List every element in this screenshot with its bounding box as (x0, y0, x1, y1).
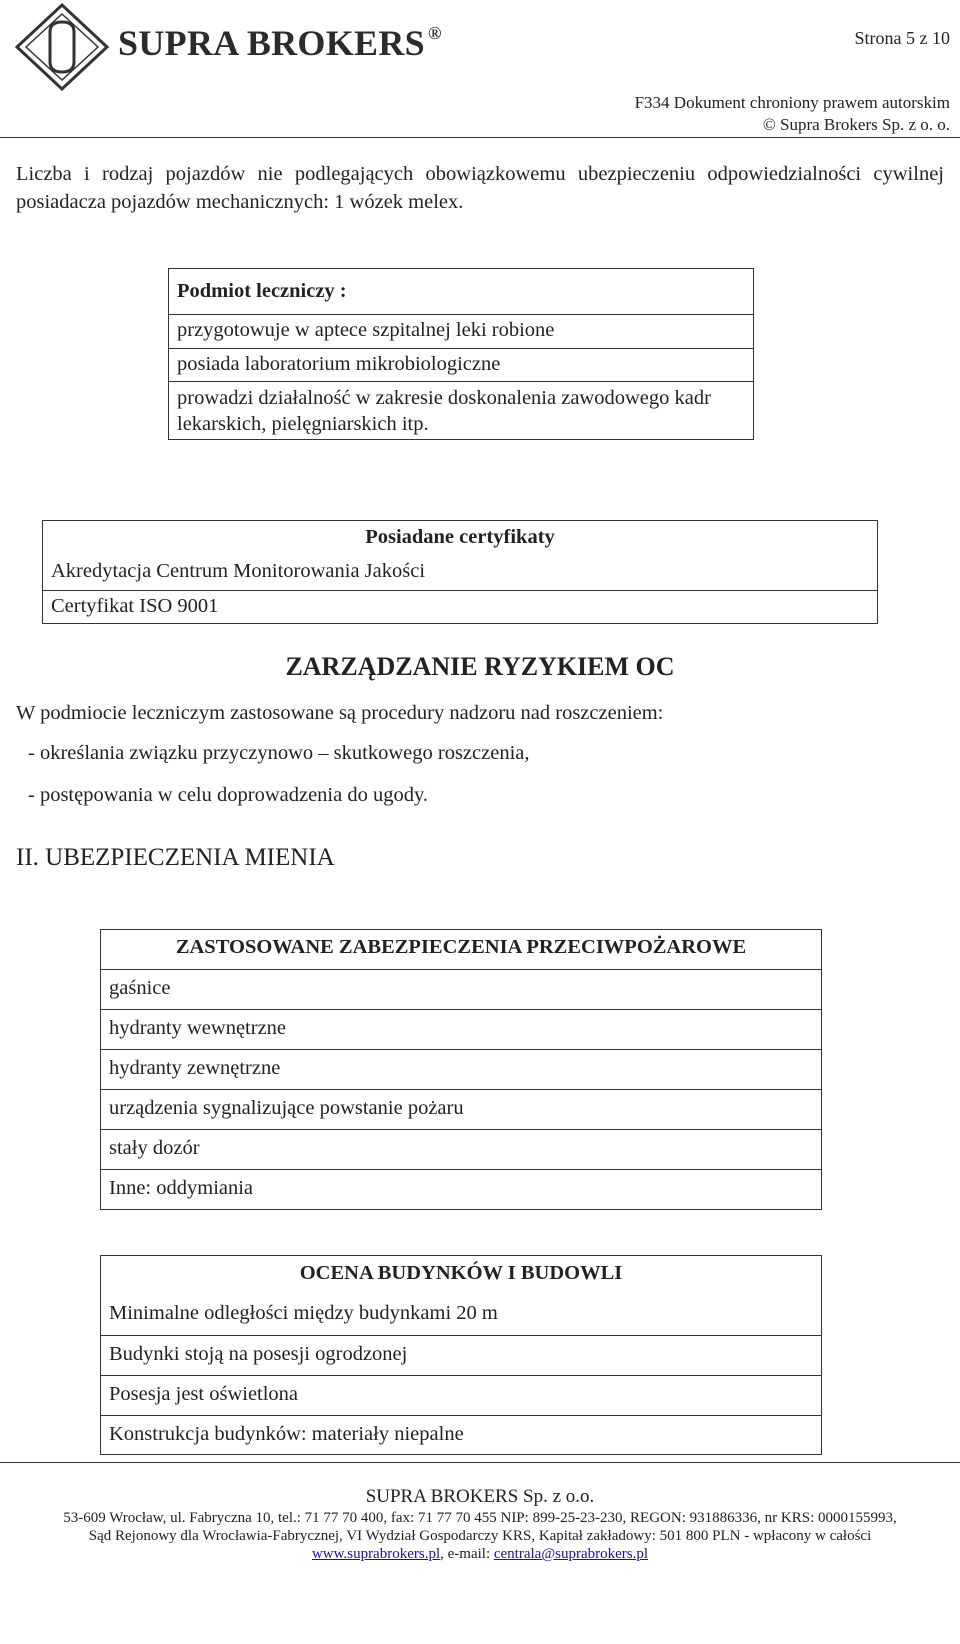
table-cell: prowadzi działalność w zakresie doskonalenia zawodowego kadr lekarskich, pielęgniarskich itp. (177, 387, 711, 435)
table-cell: posiada laboratorium mikrobiologiczne (177, 353, 501, 375)
footer-address: 53-609 Wrocław, ul. Fabryczna 10, tel.: 71 77 70 400, fax: 71 77 70 455 NIP: 899-25-23-230, REGON: 931886336, nr KRS: 0000155993, (63, 1510, 897, 1526)
section-title: II. UBEZPIECZENIA MIENIA (16, 844, 335, 871)
supra-brokers-logo (14, 2, 110, 92)
table-cell: gaśnice (109, 977, 171, 999)
table-cell: Konstrukcja budynków: materiały niepalne (109, 1423, 464, 1445)
fire-protection-title: ZASTOSOWANE ZABEZPIECZENIA PRZECIWPOŻAROWE (175, 936, 747, 958)
table-row (43, 557, 877, 591)
risk-management-heading: ZARZĄDZANIE RYZYKIEM OC (285, 652, 675, 681)
page-number: Strona 5 z 10 (854, 28, 950, 48)
table-cell: Certyfikat ISO 9001 (51, 595, 219, 617)
doc-code-line: F334 Dokument chroniony prawem autorskim (634, 93, 950, 112)
table-row (101, 1375, 821, 1416)
footer-company: SUPRA BROKERS Sp. z o.o. (365, 1486, 595, 1507)
table-cell: Minimalne odległości między budynkami 20 m (109, 1302, 498, 1324)
table-cell: urządzenia sygnalizujące powstanie pożaru (109, 1097, 464, 1119)
table-row (101, 1089, 821, 1130)
table-cell: stały dozór (109, 1137, 200, 1159)
certificates-title-row (43, 521, 877, 557)
table-row (169, 381, 753, 439)
fire-protection-table (100, 929, 822, 1210)
vehicles-paragraph: Liczba i rodzaj pojazdów nie podlegających obowiązkowemu ubezpieczeniu odpowiedzialności cywilnej posiadacza pojazdów mechanicznych: 1 wózek melex. (16, 163, 944, 213)
table-row (101, 1129, 821, 1170)
table-cell: Akredytacja Centrum Monitorowania Jakości (51, 560, 426, 582)
table-row (43, 590, 877, 623)
email-label: , e-mail: (440, 1546, 494, 1562)
fire-protection-title-row (101, 930, 821, 970)
table-row (101, 1415, 821, 1454)
table-row (101, 1296, 821, 1336)
risk-item: - określania związku przyczynowo – skutkowego roszczenia, (28, 742, 530, 764)
table-cell: Posesja jest oświetlona (109, 1383, 299, 1405)
podmiot-title: Podmiot leczniczy : (177, 280, 347, 302)
table-cell: Inne: oddymiania (109, 1177, 254, 1199)
table-row (101, 1049, 821, 1090)
table-cell: Budynki stoją na posesji ogrodzonej (109, 1343, 408, 1365)
buildings-title-row (101, 1256, 821, 1296)
podmiot-title-row (169, 269, 753, 315)
registered-mark: ® (427, 23, 442, 43)
footer-divider (0, 1462, 960, 1463)
document-code (635, 92, 950, 136)
brand-name: SUPRA BROKERS ® (118, 23, 442, 63)
footer-registry: Sąd Rejonowy dla Wrocławia-Fabrycznej, VI Wydział Gospodarczy KRS, Kapitał zakładowy: 501 800 PLN - wpłacony w całości (88, 1528, 872, 1544)
website-link[interactable]: www.suprabrokers.pl (311, 1546, 441, 1562)
table-row (101, 1169, 821, 1209)
table-row (101, 969, 821, 1010)
table-row (101, 1009, 821, 1050)
certificates-title: Posiadane certyfikaty (365, 526, 555, 548)
email-link[interactable]: centrala@suprabrokers.pl (493, 1546, 649, 1562)
risk-item: - postępowania w celu doprowadzenia do ugody. (28, 784, 429, 806)
risk-intro: W podmiocie leczniczym zastosowane są procedury nadzoru nad roszczeniem: (16, 702, 664, 724)
footer-contacts (0, 1546, 960, 1563)
copyright-line: © Supra Brokers Sp. z o. o. (762, 115, 950, 134)
table-row (169, 314, 753, 349)
table-cell: hydranty zewnętrzne (109, 1057, 281, 1079)
table-row (169, 348, 753, 382)
header-divider (0, 137, 960, 138)
table-cell: hydranty wewnętrzne (109, 1017, 287, 1039)
buildings-title: OCENA BUDYNKÓW I BUDOWLI (299, 1262, 623, 1284)
certificates-table (42, 520, 878, 624)
podmiot-table (168, 268, 754, 440)
table-row (101, 1335, 821, 1376)
table-cell: przygotowuje w aptece szpitalnej leki robione (177, 319, 555, 341)
buildings-table (100, 1255, 822, 1455)
